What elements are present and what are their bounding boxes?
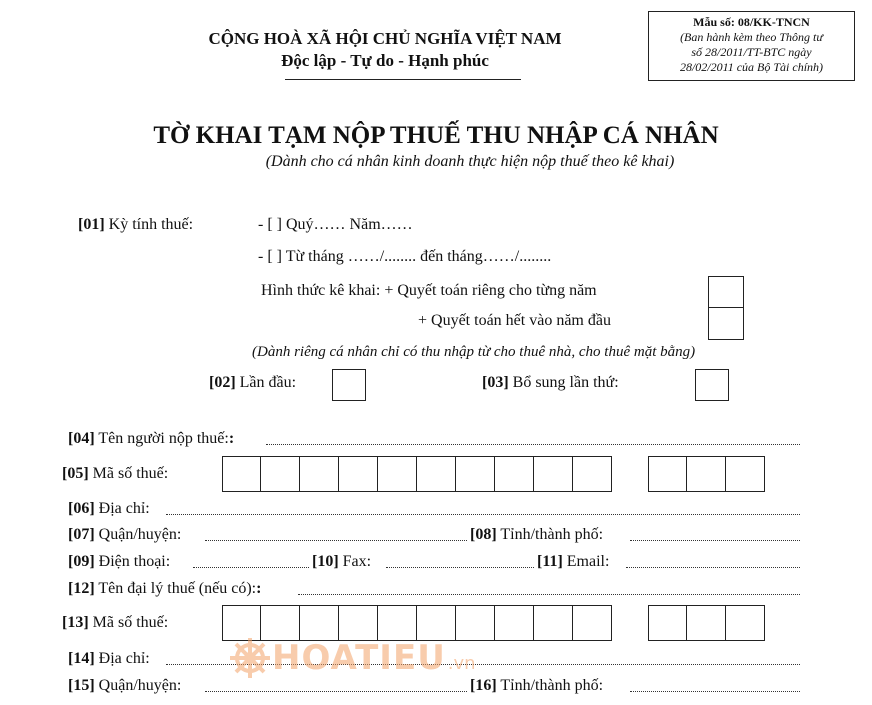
declaration-method-label: Hình thức kê khai: + Quyết toán riêng cho từng năm xyxy=(261,282,597,299)
field-13-label: [13] Mã số thuế: xyxy=(62,614,169,631)
rental-note: (Dành riêng cá nhân chỉ có thu nhập từ cho thuê nhà, cho thuê mặt bằng) xyxy=(252,344,696,360)
field-10-label: [10] Fax: xyxy=(312,553,372,570)
header-underline xyxy=(285,79,521,80)
supplement-number-box[interactable] xyxy=(695,369,729,401)
field-05-label: [05] Mã số thuế: xyxy=(62,465,169,482)
watermark-suffix: .vn xyxy=(447,653,476,674)
field-11-label: [11] Email: xyxy=(537,553,610,570)
province-input[interactable] xyxy=(630,528,800,541)
field-03-label: [03] Bổ sung lần thứ: xyxy=(482,374,619,391)
first-time-checkbox[interactable] xyxy=(332,369,366,401)
field-14-label: [14] Địa chỉ: xyxy=(68,650,150,667)
form-issue-line-3: 28/02/2011 của Bộ Tài chính) xyxy=(679,60,824,74)
phone-input[interactable] xyxy=(193,555,309,568)
taxpayer-name-input[interactable] xyxy=(266,432,800,445)
period-month-option[interactable]: - [ ] Từ tháng ……/........ đến tháng……/........ xyxy=(258,248,552,265)
field-04-label: [04] Tên người nộp thuế:: xyxy=(68,430,235,447)
field-01-label: [01] Kỳ tính thuế: xyxy=(78,216,194,233)
method-annual-checkbox[interactable] xyxy=(708,276,744,308)
period-quarter-option[interactable]: - [ ] Quý…… Năm…… xyxy=(258,216,413,233)
field-06-label: [06] Địa chỉ: xyxy=(68,500,150,517)
district-input[interactable] xyxy=(205,528,467,541)
form-issue-line-2: số 28/2011/TT-BTC ngày xyxy=(691,45,812,59)
tax-code-grid-branch[interactable] xyxy=(648,456,765,492)
field-16-label: [16] Tỉnh/thành phố: xyxy=(470,677,604,694)
page-subtitle: (Dành cho cá nhân kinh doanh thực hiện nộp thuế theo kê khai) xyxy=(265,153,675,170)
method-first-year-checkbox[interactable] xyxy=(708,307,744,340)
declaration-method-2: + Quyết toán hết vào năm đầu xyxy=(418,312,611,329)
national-motto: Độc lập - Tự do - Hạnh phúc xyxy=(281,51,489,70)
country-name: CỘNG HOÀ XÃ HỘI CHỦ NGHĨA VIỆT NAM xyxy=(208,29,562,48)
agent-tax-code-grid-branch[interactable] xyxy=(648,605,765,641)
form-issue-line-1: (Ban hành kèm theo Thông tư xyxy=(680,30,823,44)
field-08-label: [08] Tỉnh/thành phố: xyxy=(470,526,604,543)
field-15-label: [15] Quận/huyện: xyxy=(68,677,182,694)
watermark-brand: HOATIEU xyxy=(272,638,446,678)
form-number-box xyxy=(648,11,855,81)
agent-district-input[interactable] xyxy=(205,679,467,692)
field-12-label: [12] Tên đại lý thuế (nếu có):: xyxy=(68,580,262,597)
field-02-label: [02] Lần đầu: xyxy=(209,374,297,391)
form-number: Mẫu số: 08/KK-TNCN xyxy=(693,15,810,29)
field-09-label: [09] Điện thoại: xyxy=(68,553,171,570)
ship-wheel-icon xyxy=(228,636,272,680)
field-07-label: [07] Quận/huyện: xyxy=(68,526,182,543)
tax-code-grid-main[interactable] xyxy=(222,456,612,492)
header-block xyxy=(160,28,610,72)
agent-province-input[interactable] xyxy=(630,679,800,692)
address-input[interactable] xyxy=(166,502,800,515)
watermark xyxy=(228,636,476,680)
tax-agent-name-input[interactable] xyxy=(298,582,800,595)
email-input[interactable] xyxy=(626,555,800,568)
fax-input[interactable] xyxy=(386,555,534,568)
page-title: TỜ KHAI TẠM NỘP THUẾ THU NHẬP CÁ NHÂN xyxy=(153,122,719,149)
